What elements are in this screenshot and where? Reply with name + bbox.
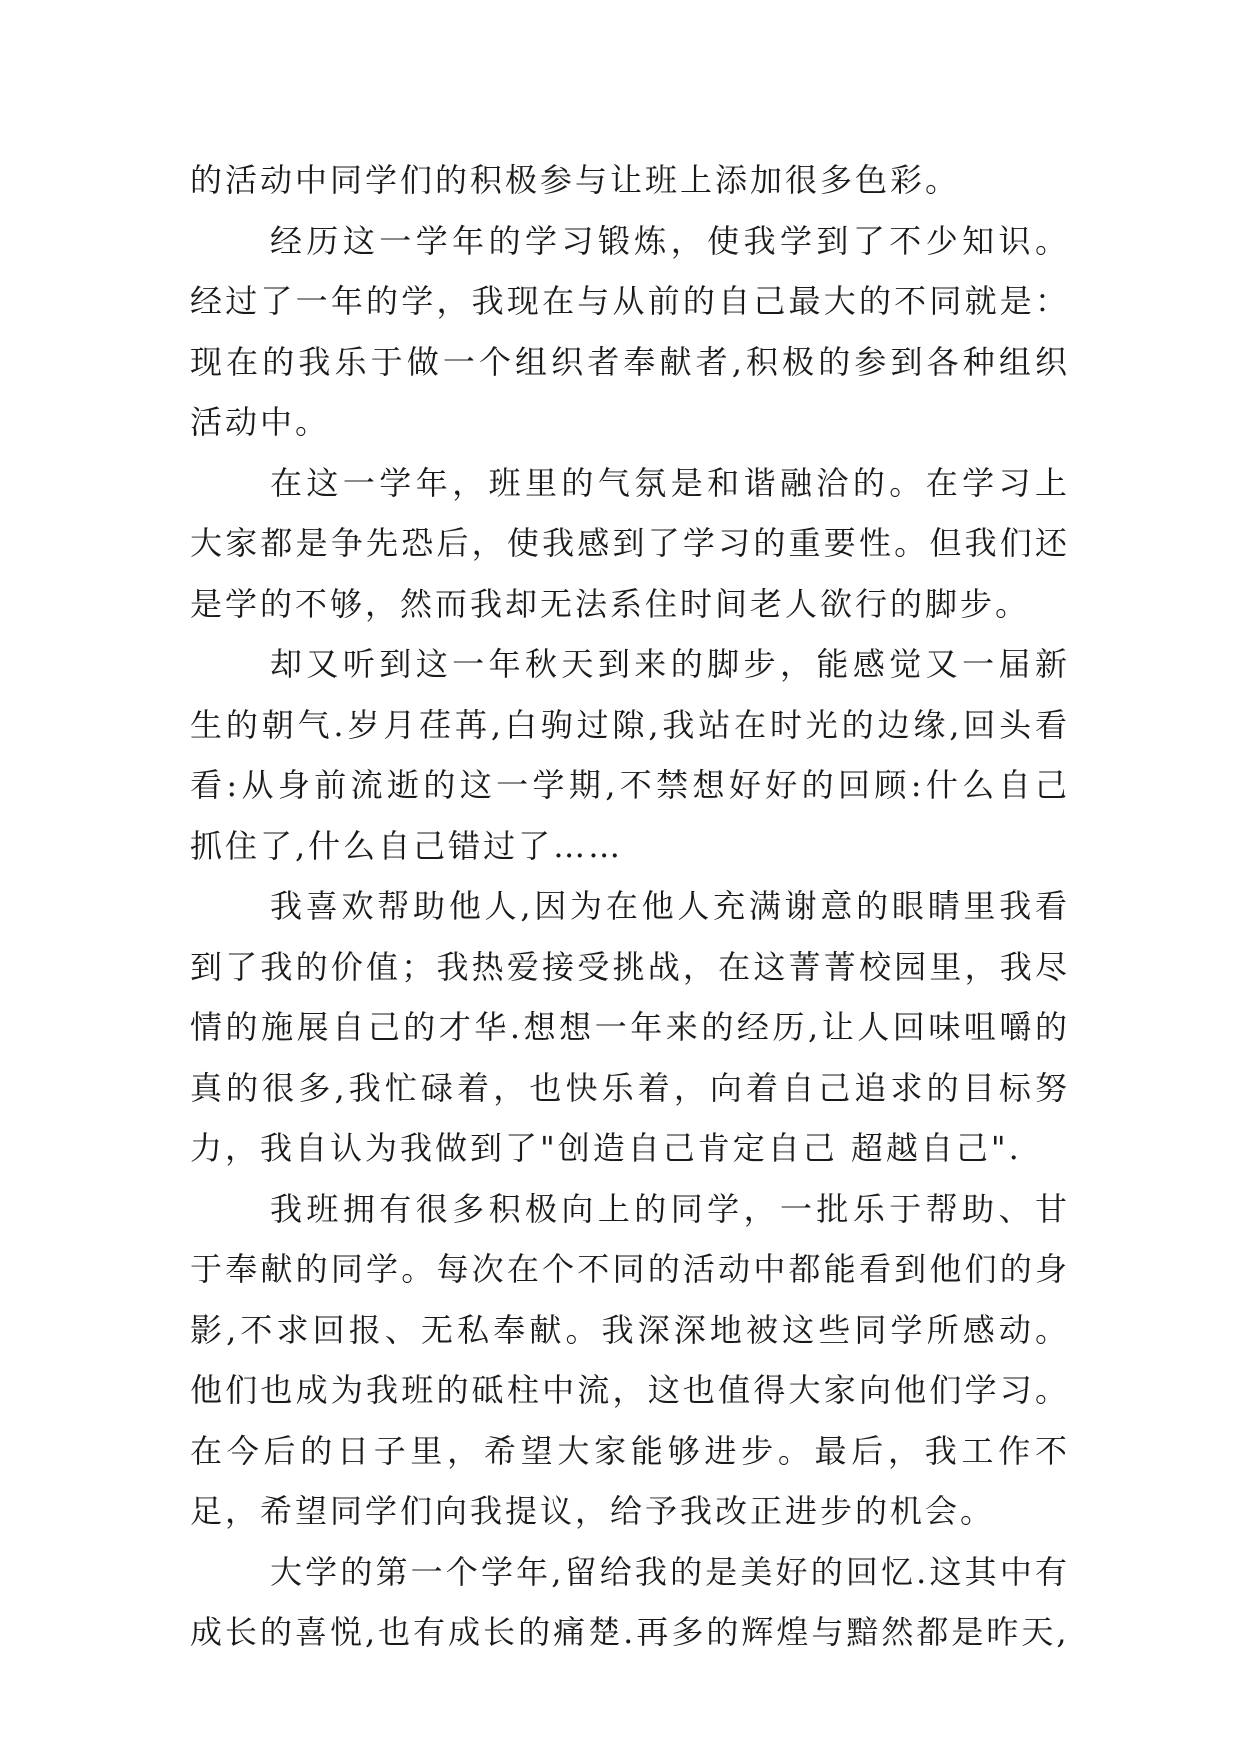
document-body	[190, 150, 1070, 1663]
paragraph-4: 却又听到这一年秋天到来的脚步，能感觉又一届新生的朝气.岁月荏苒,白驹过隙,我站在时光的边缘,回头看看:从身前流逝的这一学期,不禁想好好的回顾:什么自己抓住了,什么自己错过了……	[190, 645, 1070, 865]
paragraph-2: 经历这一学年的学习锻炼，使我学到了不少知识。经过了一年的学，我现在与从前的自己最大的不同就是：现在的我乐于做一个组织者奉献者,积极的参到各种组织活动中。	[190, 221, 1070, 441]
paragraph-3: 在这一学年，班里的气氛是和谐融洽的。在学习上大家都是争先恐后，使我感到了学习的重要性。但我们还是学的不够，然而我却无法系住时间老人欲行的脚步。	[190, 463, 1070, 623]
paragraph-7: 大学的第一个学年,留给我的是美好的回忆.这其中有成长的喜悦,也有成长的痛楚.再多的辉煌与黯然都是昨天,	[190, 1552, 1070, 1651]
paragraph-1: 的活动中同学们的积极参与让班上添加很多色彩。	[190, 161, 961, 199]
paragraph-5: 我喜欢帮助他人,因为在他人充满谢意的眼睛里我看到了我的价值；我热爱接受挑战，在这菁菁校园里，我尽情的施展自己的才华.想想一年来的经历,让人回味咀嚼的真的很多,我忙碌着，也快乐着，向着自己追求的目标努力，我自认为我做到了"创造自己肯定自己 超越自己".	[190, 887, 1070, 1167]
paragraph-6: 我班拥有很多积极向上的同学，一批乐于帮助、甘于奉献的同学。每次在个不同的活动中都能看到他们的身影,不求回报、无私奉献。我深深地被这些同学所感动。他们也成为我班的砥柱中流，这也值得大家向他们学习。在今后的日子里，希望大家能够进步。最后，我工作不足，希望同学们向我提议，给予我改正进步的机会。	[190, 1189, 1070, 1530]
